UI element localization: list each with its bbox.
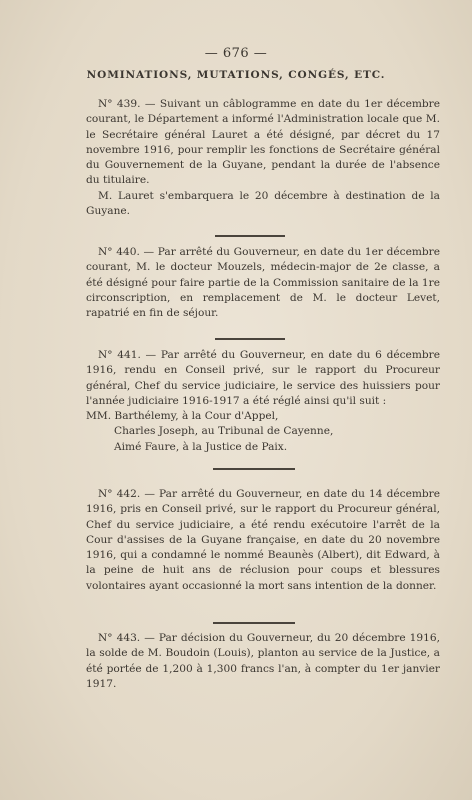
separator-rule: [215, 338, 285, 340]
separator-rule: [213, 468, 295, 470]
list-item: MM. Barthélemy, à la Cour d'Appel,: [86, 410, 279, 423]
entry-442: [86, 487, 440, 594]
entry-paragraph: N° 440. — Par arrêté du Gouverneur, en date du 1er décembre courant, M. le docteur Mouzels, médecin-major de 2e classe, a été désigné pour faire partie de la Commission sanitaire de la 1re circonscription, en remplacement de M. le docteur Levet, rapatrié en fin de séjour.: [86, 246, 440, 320]
separator-rule: [213, 622, 295, 624]
section-title: NOMINATIONS, MUTATIONS, CONGÉS, ETC.: [86, 69, 386, 81]
entry-paragraph: N° 442. — Par arrêté du Gouverneur, en date du 14 décembre 1916, pris en Conseil privé, sur le rapport du Procureur général, Chef du service judiciaire, a été rendu exécutoire l'arrêt de la Cour d'assises de la Guyane française, en date du 20 novembre 1916, qui a condamné le nommé Beaunès (Albert), dit Edward, à la peine de huit ans de réclusion pour coups et blessures volontaires ayant occasionné la mort sans intention de la donner.: [86, 488, 440, 592]
entry-paragraph: N° 441. — Par arrêté du Gouverneur, en date du 6 décembre 1916, rendu en Conseil privé, sur le rapport du Procureur général, Chef du service judiciaire, le service des huissiers pour l'année judiciaire 1916-1917 a été réglé ainsi qu'il suit :: [86, 349, 440, 407]
entry-439: [86, 97, 440, 219]
entry-paragraph: M. Lauret s'embarquera le 20 décembre à destination de la Guyane.: [86, 189, 440, 218]
page-number: — 676 —: [204, 46, 268, 61]
separator-rule: [215, 235, 285, 237]
entry-441: [86, 348, 440, 455]
bailiff-list: [86, 409, 440, 455]
entry-443: [86, 631, 440, 692]
list-item: Charles Joseph, au Tribunal de Cayenne,: [114, 425, 334, 438]
entry-paragraph: N° 439. — Suivant un câblogramme en date du 1er décembre courant, le Département a informé l'Administration locale que M. le Secrétaire général Lauret a été désigné, par décret du 17 novembre 1916, pour remplir les fonctions de Secrétaire général du Gouvernement de la Guyane, pendant la durée de l'absence du titulaire.: [86, 98, 440, 187]
entry-paragraph: N° 443. — Par décision du Gouverneur, du 20 décembre 1916, la solde de M. Boudoin (Louis), planton au service de la Justice, a été portée de 1,200 à 1,300 francs l'an, à compter du 1er janvier 1917.: [86, 632, 440, 690]
entry-440: [86, 245, 440, 321]
list-item: Aimé Faure, à la Justice de Paix.: [114, 440, 288, 453]
